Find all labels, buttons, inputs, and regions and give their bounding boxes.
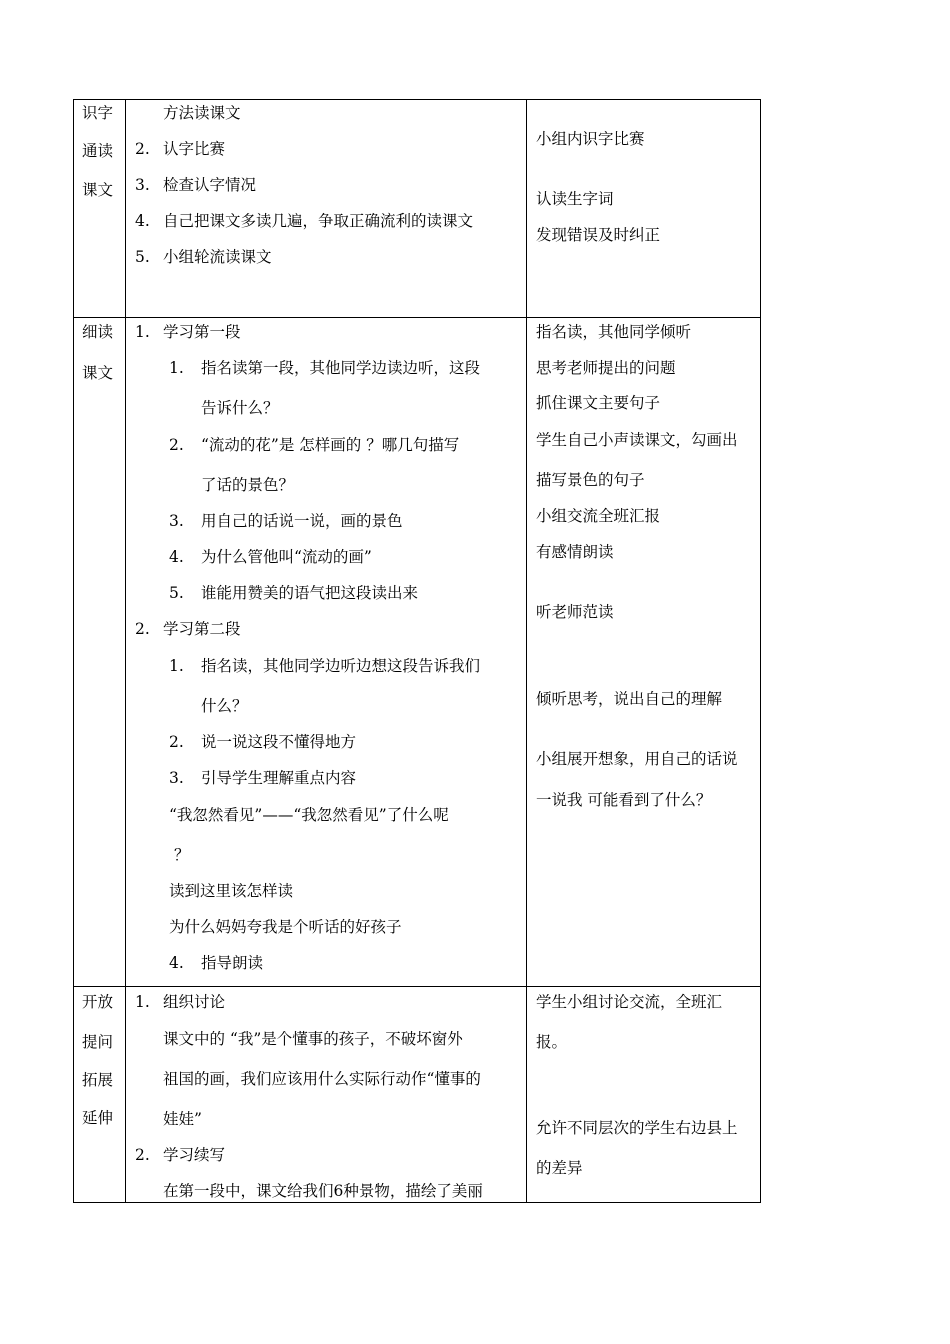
step-text: 用自己的话说一说，画的景色 xyxy=(201,512,403,530)
step-number: 4. xyxy=(135,212,150,230)
step-text: 告诉什么？ xyxy=(201,399,279,417)
activity-text: 听老师范读 xyxy=(536,603,614,621)
step-text: 了话的景色？ xyxy=(201,476,295,494)
activity-text: 发现错误及时纠正 xyxy=(536,226,661,244)
activity-text: 小组内识字比赛 xyxy=(536,130,645,148)
row-divider-1 xyxy=(74,317,760,318)
step-text: 引导学生理解重点内容 xyxy=(201,769,357,787)
activity-text: 思考老师提出的问题 xyxy=(536,359,676,377)
activity-text: 小组交流全班汇报 xyxy=(536,507,661,525)
step-number: 2. xyxy=(169,733,184,751)
step-text: 什么？ xyxy=(201,697,248,715)
section-label-line: 课文 xyxy=(82,364,114,382)
step-number: 5. xyxy=(135,248,150,266)
step-text: 在第一段中，课文给我们6种景物，描绘了美丽 xyxy=(163,1182,483,1200)
step-number: 1. xyxy=(169,657,184,675)
step-text: “我忽然看见”——“我忽然看见”了什么呢 xyxy=(169,806,449,824)
activity-text: 一说我 可能看到了什么？ xyxy=(536,791,712,809)
activity-text: 倾听思考，说出自己的理解 xyxy=(536,690,723,708)
step-text: 为什么妈妈夸我是个听话的好孩子 xyxy=(169,918,402,936)
activity-text: 允许不同层次的学生右边县上 xyxy=(536,1119,738,1137)
lesson-plan-table xyxy=(73,99,761,1203)
step-text: 说一说这段不懂得地方 xyxy=(201,733,357,751)
activity-text: 学生小组讨论交流，全班汇 xyxy=(536,993,723,1011)
step-text: 学习续写 xyxy=(163,1146,226,1164)
step-number: 4. xyxy=(169,954,184,972)
step-number: 2. xyxy=(135,1146,150,1164)
step-text: 谁能用赞美的语气把这段读出来 xyxy=(201,584,419,602)
step-number: 1. xyxy=(135,323,150,341)
section-label-line: 细读 xyxy=(82,323,114,341)
activity-text: 小组展开想象，用自己的话说 xyxy=(536,750,738,768)
step-text: 指名读，其他同学边听边想这段告诉我们 xyxy=(201,657,481,675)
step-text: ？ xyxy=(174,846,190,864)
section-label-line: 课文 xyxy=(82,181,114,199)
activity-text: 报。 xyxy=(536,1033,568,1051)
step-number: 2. xyxy=(135,620,150,638)
step-text: 认字比赛 xyxy=(163,140,226,158)
section-label-line: 通读 xyxy=(82,142,114,160)
step-number: 3. xyxy=(135,176,150,194)
step-number: 2. xyxy=(135,140,150,158)
step-number: 5. xyxy=(169,584,184,602)
section-label-line: 开放 xyxy=(82,993,114,1011)
step-text: 课文中的 “我”是个懂事的孩子，不破坏窗外 xyxy=(163,1030,463,1048)
step-text: 为什么管他叫“流动的画” xyxy=(201,548,372,566)
activity-text: 的差异 xyxy=(536,1159,583,1177)
activity-text: 学生自己小声读课文，勾画出 xyxy=(536,431,738,449)
step-text: 学习第一段 xyxy=(163,323,241,341)
step-text: 方法读课文 xyxy=(163,104,241,122)
step-number: 1. xyxy=(169,359,184,377)
step-text: 读到这里该怎样读 xyxy=(169,882,294,900)
column-divider-2 xyxy=(526,100,527,1202)
section-label-line: 识字 xyxy=(82,104,114,122)
step-text: 娃娃” xyxy=(163,1110,202,1128)
activity-text: 有感情朗读 xyxy=(536,543,614,561)
activity-text: 认读生字词 xyxy=(536,190,614,208)
step-text: 祖国的画，我们应该用什么实际行动作“懂事的 xyxy=(163,1070,481,1088)
step-text: 指名读第一段，其他同学边读边听，这段 xyxy=(201,359,481,377)
step-text: 自己把课文多读几遍，争取正确流利的读课文 xyxy=(163,212,474,230)
step-text: 指导朗读 xyxy=(201,954,264,972)
step-text: 组织讨论 xyxy=(163,993,226,1011)
section-label-line: 延伸 xyxy=(82,1109,114,1127)
step-text: 学习第二段 xyxy=(163,620,241,638)
step-text: 检查认字情况 xyxy=(163,176,257,194)
activity-text: 描写景色的句子 xyxy=(536,471,645,489)
step-number: 3. xyxy=(169,769,184,787)
activity-text: 抓住课文主要句子 xyxy=(536,394,661,412)
step-number: 2. xyxy=(169,436,184,454)
step-number: 1. xyxy=(135,993,150,1011)
step-text: 小组轮流读课文 xyxy=(163,248,272,266)
activity-text: 指名读，其他同学倾听 xyxy=(536,323,692,341)
row-divider-2 xyxy=(74,986,760,987)
section-label-line: 提问 xyxy=(82,1033,114,1051)
step-number: 3. xyxy=(169,512,184,530)
section-label-line: 拓展 xyxy=(82,1071,114,1089)
column-divider-1 xyxy=(125,100,126,1202)
step-number: 4. xyxy=(169,548,184,566)
step-text: “流动的花”是 怎样画的 ？哪几句描写 xyxy=(201,436,460,454)
